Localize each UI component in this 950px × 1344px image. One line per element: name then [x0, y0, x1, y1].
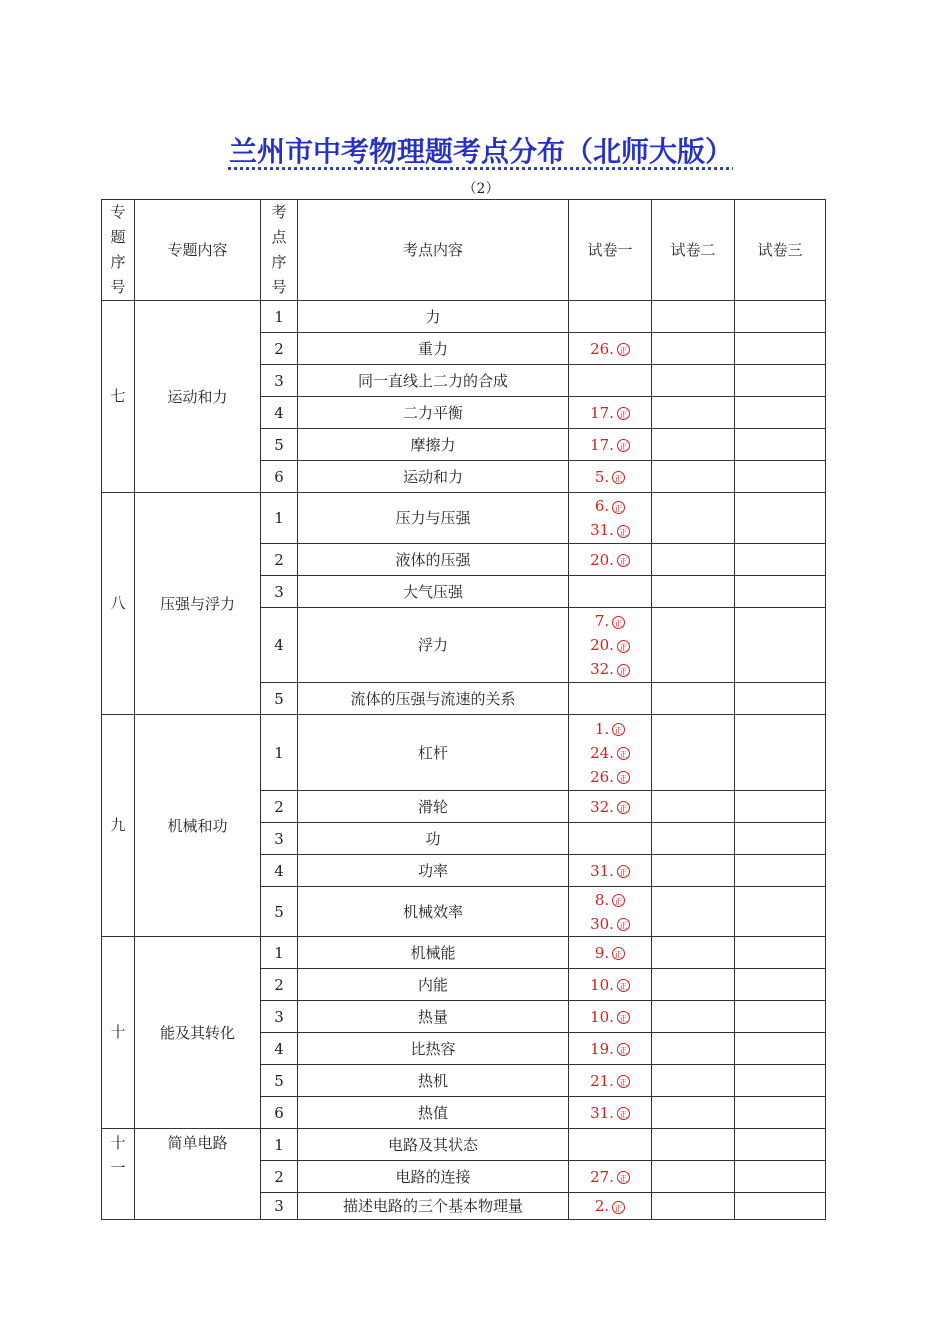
paper3-questions [735, 791, 826, 823]
paper2-questions [652, 1001, 735, 1033]
paper1-questions [569, 855, 652, 887]
point-content: 二力平衡 [298, 397, 569, 429]
point-number: 5 [261, 429, 298, 461]
table-row [102, 715, 826, 791]
point-number: 6 [261, 461, 298, 493]
topic-number: 七 [102, 301, 135, 493]
point-number: 2 [261, 791, 298, 823]
point-content: 机械能 [298, 937, 569, 969]
paper2-questions [652, 301, 735, 333]
question-ref: 32. 正 [569, 657, 651, 681]
table-body [102, 301, 826, 1220]
paper1-questions [569, 576, 652, 608]
paper1-questions [569, 1033, 652, 1065]
question-ref: 30. 正 [569, 912, 651, 936]
point-number: 2 [261, 1161, 298, 1193]
page-subtitle: （2） [462, 181, 500, 197]
question-ref: 1. 正 [569, 717, 651, 741]
paper1-questions [569, 937, 652, 969]
circled-mark-icon: 正 [617, 865, 630, 878]
point-number: 4 [261, 608, 298, 683]
question-ref: 17. 正 [569, 433, 651, 457]
question-ref: 17. 正 [569, 401, 651, 425]
point-content: 内能 [298, 969, 569, 1001]
paper3-questions [735, 887, 826, 937]
question-ref: 21. 正 [569, 1069, 651, 1093]
paper2-questions [652, 855, 735, 887]
question-ref: 6. 正 [569, 494, 651, 518]
circled-mark-icon: 正 [617, 1043, 630, 1056]
paper3-questions [735, 1129, 826, 1161]
paper3-questions [735, 1065, 826, 1097]
paper3-questions [735, 333, 826, 365]
paper2-questions [652, 1033, 735, 1065]
point-content: 力 [298, 301, 569, 333]
point-number: 5 [261, 1065, 298, 1097]
page-title: 兰州市中考物理题考点分布（北师大版） [228, 135, 733, 168]
point-content: 电路及其状态 [298, 1129, 569, 1161]
paper3-questions [735, 855, 826, 887]
header-paper1: 试卷一 [569, 200, 652, 301]
circled-mark-icon: 正 [612, 501, 625, 514]
paper1-questions [569, 397, 652, 429]
topic-number: 九 [102, 715, 135, 937]
point-number: 2 [261, 544, 298, 576]
paper3-questions [735, 576, 826, 608]
paper3-questions [735, 493, 826, 544]
paper2-questions [652, 683, 735, 715]
paper3-questions [735, 1097, 826, 1129]
point-content: 电路的连接 [298, 1161, 569, 1193]
circled-mark-icon: 正 [617, 918, 630, 931]
topic-number: 十一 [102, 1129, 135, 1220]
point-content: 比热容 [298, 1033, 569, 1065]
point-content: 同一直线上二力的合成 [298, 365, 569, 397]
circled-mark-icon: 正 [617, 979, 630, 992]
paper3-questions [735, 397, 826, 429]
circled-mark-icon: 正 [612, 894, 625, 907]
topic-name: 压强与浮力 [135, 493, 261, 715]
question-ref: 20. 正 [569, 548, 651, 572]
paper3-questions [735, 301, 826, 333]
point-content: 滑轮 [298, 791, 569, 823]
topic-number: 八 [102, 493, 135, 715]
circled-mark-icon: 正 [617, 1107, 630, 1120]
point-number: 4 [261, 397, 298, 429]
point-content: 液体的压强 [298, 544, 569, 576]
point-number: 1 [261, 715, 298, 791]
point-number: 5 [261, 683, 298, 715]
question-ref: 31. 正 [569, 518, 651, 542]
paper1-questions [569, 608, 652, 683]
paper3-questions [735, 544, 826, 576]
topic-name: 能及其转化 [135, 937, 261, 1129]
paper2-questions [652, 429, 735, 461]
paper3-questions [735, 969, 826, 1001]
paper3-questions [735, 715, 826, 791]
point-number: 3 [261, 823, 298, 855]
point-number: 5 [261, 887, 298, 937]
point-content: 功 [298, 823, 569, 855]
paper2-questions [652, 576, 735, 608]
paper2-questions [652, 969, 735, 1001]
topic-name: 简单电路 [135, 1129, 261, 1220]
point-content: 功率 [298, 855, 569, 887]
paper2-questions [652, 333, 735, 365]
paper1-questions [569, 683, 652, 715]
circled-mark-icon: 正 [617, 771, 630, 784]
point-content: 描述电路的三个基本物理量 [298, 1193, 569, 1220]
paper2-questions [652, 1097, 735, 1129]
point-content: 运动和力 [298, 461, 569, 493]
table-row [102, 937, 826, 969]
paper3-questions [735, 365, 826, 397]
circled-mark-icon: 正 [612, 723, 625, 736]
point-number: 1 [261, 301, 298, 333]
paper1-questions [569, 1129, 652, 1161]
paper1-questions [569, 461, 652, 493]
circled-mark-icon: 正 [617, 1075, 630, 1088]
paper1-questions [569, 1193, 652, 1220]
paper1-questions [569, 333, 652, 365]
point-number: 1 [261, 493, 298, 544]
header-topic-no: 专题序号 [102, 200, 135, 301]
topic-name: 运动和力 [135, 301, 261, 493]
point-number: 2 [261, 333, 298, 365]
header-row [102, 200, 826, 301]
paper2-questions [652, 1065, 735, 1097]
paper1-questions [569, 365, 652, 397]
circled-mark-icon: 正 [617, 554, 630, 567]
paper2-questions [652, 544, 735, 576]
paper3-questions [735, 823, 826, 855]
header-point-content: 考点内容 [298, 200, 569, 301]
header-paper3: 试卷三 [735, 200, 826, 301]
table-row [102, 301, 826, 333]
point-content: 杠杆 [298, 715, 569, 791]
question-ref: 19. 正 [569, 1037, 651, 1061]
paper2-questions [652, 715, 735, 791]
circled-mark-icon: 正 [617, 1011, 630, 1024]
paper2-questions [652, 397, 735, 429]
header-point-no: 考点序号 [261, 200, 298, 301]
point-number: 3 [261, 1001, 298, 1033]
paper1-questions [569, 823, 652, 855]
circled-mark-icon: 正 [617, 343, 630, 356]
point-content: 重力 [298, 333, 569, 365]
circled-mark-icon: 正 [617, 640, 630, 653]
point-content: 摩擦力 [298, 429, 569, 461]
header-topic-content: 专题内容 [135, 200, 261, 301]
paper1-questions [569, 1161, 652, 1193]
paper2-questions [652, 823, 735, 855]
point-content: 浮力 [298, 608, 569, 683]
circled-mark-icon: 正 [612, 947, 625, 960]
table-row [102, 1129, 826, 1161]
paper1-questions [569, 429, 652, 461]
paper3-questions [735, 1161, 826, 1193]
point-content: 热值 [298, 1097, 569, 1129]
question-ref: 32. 正 [569, 795, 651, 819]
point-number: 6 [261, 1097, 298, 1129]
point-number: 1 [261, 1129, 298, 1161]
paper2-questions [652, 937, 735, 969]
question-ref: 10. 正 [569, 1005, 651, 1029]
paper2-questions [652, 1193, 735, 1220]
paper2-questions [652, 1161, 735, 1193]
circled-mark-icon: 正 [612, 616, 625, 629]
paper1-questions [569, 791, 652, 823]
paper3-questions [735, 608, 826, 683]
circled-mark-icon: 正 [617, 407, 630, 420]
paper2-questions [652, 461, 735, 493]
point-number: 4 [261, 855, 298, 887]
paper2-questions [652, 791, 735, 823]
question-ref: 26. 正 [569, 765, 651, 789]
question-ref: 31. 正 [569, 1101, 651, 1125]
point-number: 3 [261, 365, 298, 397]
question-ref: 2. 正 [569, 1194, 651, 1218]
paper1-questions [569, 493, 652, 544]
circled-mark-icon: 正 [617, 664, 630, 677]
paper3-questions [735, 683, 826, 715]
point-number: 4 [261, 1033, 298, 1065]
circled-mark-icon: 正 [617, 801, 630, 814]
circled-mark-icon: 正 [612, 1201, 625, 1214]
paper1-questions [569, 887, 652, 937]
point-content: 大气压强 [298, 576, 569, 608]
paper3-questions [735, 1193, 826, 1220]
header-paper2: 试卷二 [652, 200, 735, 301]
question-ref: 27. 正 [569, 1165, 651, 1189]
point-content: 机械效率 [298, 887, 569, 937]
circled-mark-icon: 正 [617, 747, 630, 760]
question-ref: 24. 正 [569, 741, 651, 765]
paper2-questions [652, 365, 735, 397]
topic-number: 十 [102, 937, 135, 1129]
paper2-questions [652, 887, 735, 937]
point-content: 流体的压强与流速的关系 [298, 683, 569, 715]
paper1-questions [569, 301, 652, 333]
circled-mark-icon: 正 [617, 525, 630, 538]
point-number: 1 [261, 937, 298, 969]
point-content: 热量 [298, 1001, 569, 1033]
paper1-questions [569, 544, 652, 576]
paper3-questions [735, 429, 826, 461]
paper2-questions [652, 608, 735, 683]
topic-name: 机械和功 [135, 715, 261, 937]
paper1-questions [569, 1001, 652, 1033]
point-number: 3 [261, 576, 298, 608]
paper1-questions [569, 1065, 652, 1097]
point-number: 2 [261, 969, 298, 1001]
table-row [102, 493, 826, 544]
paper3-questions [735, 1001, 826, 1033]
point-number: 3 [261, 1193, 298, 1220]
question-ref: 8. 正 [569, 888, 651, 912]
circled-mark-icon: 正 [617, 439, 630, 452]
paper3-questions [735, 461, 826, 493]
question-ref: 20. 正 [569, 633, 651, 657]
paper1-questions [569, 969, 652, 1001]
question-ref: 31. 正 [569, 859, 651, 883]
question-ref: 5. 正 [569, 465, 651, 489]
paper2-questions [652, 1129, 735, 1161]
paper1-questions [569, 1097, 652, 1129]
point-content: 压力与压强 [298, 493, 569, 544]
paper3-questions [735, 1033, 826, 1065]
question-ref: 26. 正 [569, 337, 651, 361]
question-ref: 7. 正 [569, 609, 651, 633]
point-content: 热机 [298, 1065, 569, 1097]
question-ref: 10. 正 [569, 973, 651, 997]
circled-mark-icon: 正 [612, 471, 625, 484]
paper3-questions [735, 937, 826, 969]
paper1-questions [569, 715, 652, 791]
exam-points-table [101, 199, 826, 1220]
question-ref: 9. 正 [569, 941, 651, 965]
circled-mark-icon: 正 [617, 1171, 630, 1184]
paper2-questions [652, 493, 735, 544]
